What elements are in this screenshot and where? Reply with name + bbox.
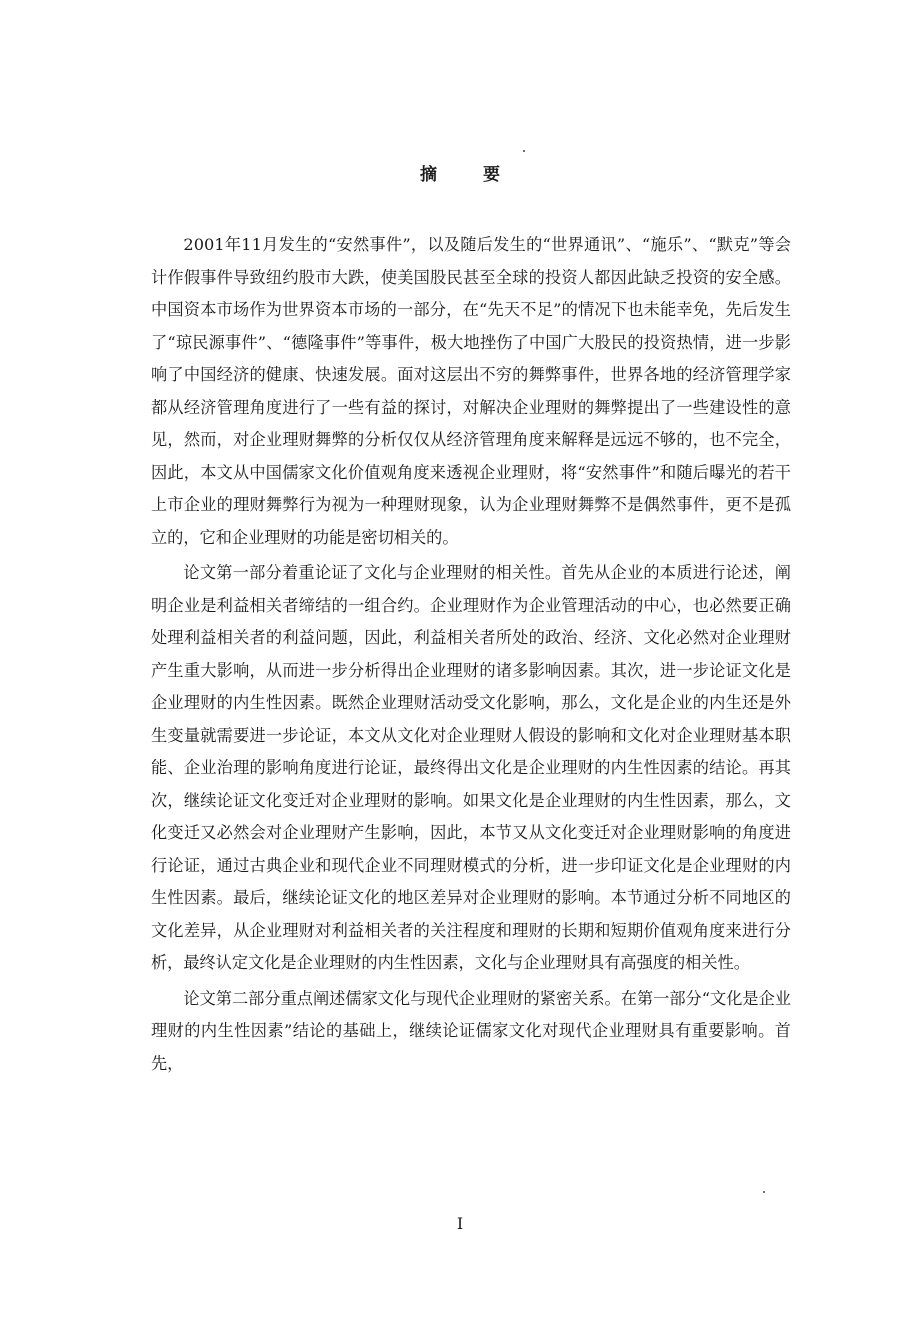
page-number: I bbox=[456, 1214, 464, 1233]
paragraph-1: 2001年11月发生的“安然事件”，以及随后发生的“世界通讯”、“施乐”、“默克”等会计作假事件导致纽约股市大跌，使美国股民甚至全球的投资人都因此缺乏投资的安全感。中国资本市场作为世界资本市场的一部分，在“先天不足”的情况下也未能幸免，先后发生了“琼民源事件”、“德隆事件”等事件，极大地挫伤了中国广大股民的投资热情，进一步影响了中国经济的健康、快速发展。面对这层出不穷的舞弊事件，世界各地的经济管理学家都从经济管理角度进行了一些有益的探讨，对解决企业理财的舞弊提出了一些建设性的意见，然而，对企业理财舞弊的分析仅仅从经济管理角度来解释是远远不够的，也不完全，因此，本文从中国儒家文化价值观角度来透视企业理财，将“安然事件”和随后曝光的若干上市企业的理财舞弊行为视为一种理财现象，认为企业理财舞弊不是偶然事件，更不是孤立的，它和企业理财的功能是密切相关的。 bbox=[151, 235, 791, 547]
paragraph-3: 论文第二部分重点阐述儒家文化与现代企业理财的紧密关系。在第一部分“文化是企业理财的内生性因素”结论的基础上，继续论证儒家文化对现代企业理财具有重要影响。首先， bbox=[151, 988, 791, 1073]
scan-speck bbox=[763, 1191, 765, 1193]
scan-speck bbox=[523, 150, 525, 152]
abstract-title: 摘 要 bbox=[420, 165, 520, 185]
paragraph-2: 论文第一部分着重论证了文化与企业理财的相关性。首先从企业的本质进行论述，阐明企业是利益相关者缔结的一组合约。企业理财作为企业管理活动的中心，也必然要正确处理利益相关者的利益问题，因此，利益相关者所处的政治、经济、文化必然对企业理财产生重大影响，从而进一步分析得出企业理财的诸多影响因素。其次，进一步论证文化是企业理财的内生性因素。既然企业理财活动受文化影响，那么，文化是企业的内生还是外生变量就需要进一步论证，本文从文化对企业理财人假设的影响和文化对企业理财基本职能、企业治理的影响角度进行论证，最终得出文化是企业理财的内生性因素的结论。再其次，继续论证文化变迁对企业理财的影响。如果文化是企业理财的内生性因素，那么，文化变迁又必然会对企业理财产生影响，因此，本节又从文化变迁对企业理财影响的角度进行论证，通过古典企业和现代企业不同理财模式的分析，进一步印证文化是企业理财的内生性因素。最后，继续论证文化的地区差异对企业理财的影响。本节通过分析不同地区的文化差异，从企业理财对利益相关者的关注程度和理财的长期和短期价值观角度来进行分析，最终认定文化是企业理财的内生性因素，文化与企业理财具有高强度的相关性。 bbox=[151, 563, 791, 972]
abstract-body bbox=[151, 229, 791, 1083]
